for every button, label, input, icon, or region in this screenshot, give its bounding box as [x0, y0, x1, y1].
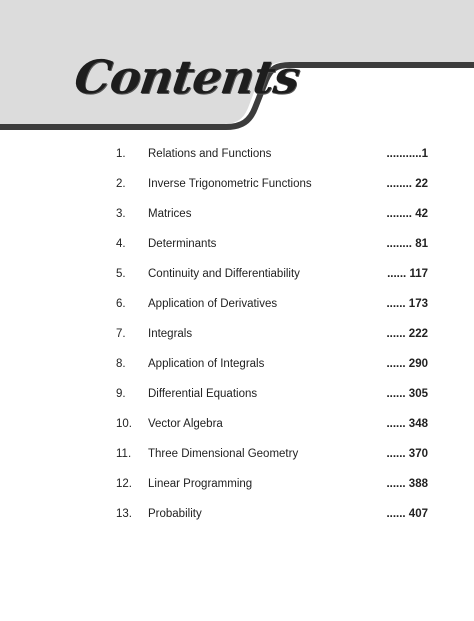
chapter-title: Relations and Functions: [148, 148, 272, 160]
chapter-title: Probability: [148, 508, 202, 520]
page-number: ........ 42: [386, 208, 428, 220]
toc-entry[interactable]: [0, 233, 474, 263]
chapter-number: 4.: [116, 238, 126, 250]
chapter-title: Application of Integrals: [148, 358, 265, 370]
toc-entry[interactable]: [0, 173, 474, 203]
page-number: ...... 222: [386, 328, 428, 340]
page-number: ...... 370: [386, 448, 428, 460]
toc-entry[interactable]: [0, 503, 474, 533]
page-number: ........ 81: [386, 238, 428, 250]
chapter-title: Continuity and Differentiability: [148, 268, 300, 280]
page-number: ...... 173: [386, 298, 428, 310]
toc-entry[interactable]: [0, 443, 474, 473]
page-number: ...... 305: [386, 388, 428, 400]
page-number: ........ 22: [386, 178, 428, 190]
page-number: ...........1: [386, 148, 428, 160]
toc-entry[interactable]: [0, 203, 474, 233]
chapter-number: 2.: [116, 178, 126, 190]
chapter-number: 13.: [116, 508, 132, 520]
chapter-title: Vector Algebra: [148, 418, 223, 430]
toc-entry[interactable]: [0, 293, 474, 323]
chapter-title: Determinants: [148, 238, 217, 250]
chapter-title: Matrices: [148, 208, 192, 220]
chapter-number: 7.: [116, 328, 126, 340]
toc-entry[interactable]: [0, 323, 474, 353]
toc-entry[interactable]: [0, 473, 474, 503]
chapter-title: Differential Equations: [148, 388, 258, 400]
chapter-title: Integrals: [148, 328, 193, 340]
table-of-contents: [0, 143, 474, 533]
chapter-number: 12.: [116, 478, 132, 490]
chapter-title: Inverse Trigonometric Functions: [148, 178, 312, 190]
chapter-number: 9.: [116, 388, 126, 400]
chapter-number: 8.: [116, 358, 126, 370]
chapter-title: Application of Derivatives: [148, 298, 278, 310]
chapter-number: 6.: [116, 298, 126, 310]
toc-entry[interactable]: [0, 383, 474, 413]
chapter-number: 5.: [116, 268, 126, 280]
chapter-title: Three Dimensional Geometry: [148, 448, 299, 460]
chapter-number: 1.: [116, 148, 126, 160]
chapter-number: 11.: [116, 448, 132, 460]
page-number: ...... 348: [386, 418, 428, 430]
page-number: ...... 388: [386, 478, 428, 490]
toc-entry[interactable]: [0, 413, 474, 443]
page-title: Contents: [71, 50, 303, 104]
chapter-number: 3.: [116, 208, 126, 220]
page-number: ...... 407: [386, 508, 428, 520]
toc-entry[interactable]: [0, 143, 474, 173]
chapter-number: 10.: [116, 418, 132, 430]
page-number: ...... 117: [387, 268, 428, 280]
chapter-title: Linear Programming: [148, 478, 253, 490]
page-number: ...... 290: [386, 358, 428, 370]
toc-entry[interactable]: [0, 263, 474, 293]
toc-entry[interactable]: [0, 353, 474, 383]
